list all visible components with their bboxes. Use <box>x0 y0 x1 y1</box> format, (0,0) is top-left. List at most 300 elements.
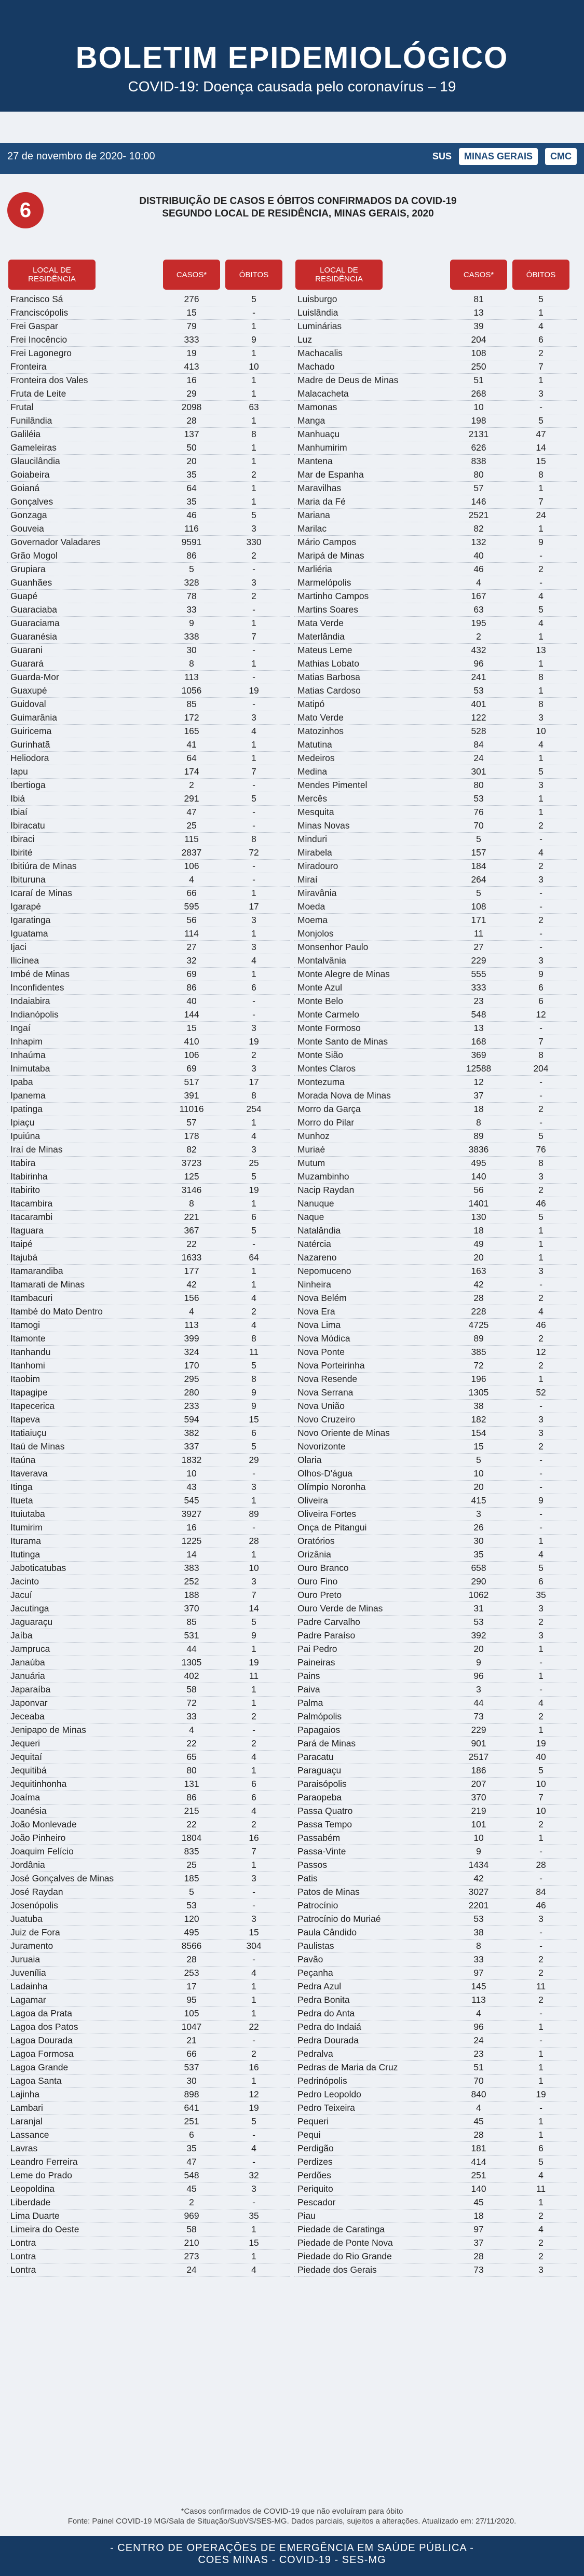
deaths-value: 6 <box>251 1779 256 1789</box>
deaths-value: 46 <box>536 1198 546 1209</box>
table-row <box>7 1062 290 1076</box>
cases-value: 15 <box>186 1023 197 1033</box>
table-row <box>7 1278 290 1292</box>
table-row <box>294 1467 577 1481</box>
deaths-value: 3 <box>251 1914 256 1924</box>
deaths-value: 76 <box>536 1144 546 1155</box>
municipality-name: Frei Lagonegro <box>10 348 72 358</box>
cases-value: 221 <box>184 1212 199 1222</box>
deaths-value: 25 <box>249 1158 259 1168</box>
deaths-value: 3 <box>538 1914 544 1924</box>
table-row <box>294 2223 577 2236</box>
municipality-name: José Gonçalves de Minas <box>10 1873 114 1883</box>
table-row <box>7 2021 290 2034</box>
deaths-value: 4 <box>538 1306 544 1317</box>
table-row <box>294 320 577 333</box>
cases-value: 64 <box>186 753 197 763</box>
deaths-value: 19 <box>536 1738 546 1748</box>
deaths-value: 1 <box>251 1644 256 1654</box>
cases-value: 338 <box>184 631 199 642</box>
cases-value: 47 <box>186 807 197 817</box>
deaths-value: - <box>539 1657 542 1667</box>
municipality-name: José Raydan <box>10 1887 63 1897</box>
cases-value: 58 <box>186 1684 197 1694</box>
cases-value: 2517 <box>468 1752 489 1762</box>
cases-value: 53 <box>473 685 484 696</box>
table-row <box>294 711 577 725</box>
deaths-value: 5 <box>538 766 544 777</box>
deaths-value: 40 <box>536 1752 546 1762</box>
cases-value: 8 <box>189 1198 194 1209</box>
cases-value: 3146 <box>181 1185 202 1195</box>
table-row <box>7 2250 290 2263</box>
cases-value: 131 <box>184 1779 199 1789</box>
deaths-value: - <box>252 1239 255 1249</box>
cases-value: 8 <box>476 1941 481 1951</box>
municipality-name: Pará de Minas <box>297 1738 356 1748</box>
cases-value: 20 <box>473 1252 484 1263</box>
municipality-name: Ipaba <box>10 1077 33 1087</box>
table-row <box>294 1089 577 1103</box>
cases-value: 30 <box>186 645 197 655</box>
municipality-name: Olaria <box>297 1455 322 1465</box>
municipality-name: Patrocínio do Muriaé <box>297 1914 381 1924</box>
table-row <box>294 1656 577 1670</box>
municipality-name: Limeira do Oeste <box>10 2224 79 2234</box>
municipality-name: Joaíma <box>10 1792 40 1802</box>
municipality-name: Joaquim Felício <box>10 1846 74 1856</box>
cases-value: 85 <box>186 1617 197 1627</box>
table-row <box>294 293 577 306</box>
municipality-name: Frei Inocêncio <box>10 334 67 345</box>
deaths-value: 3 <box>251 915 256 925</box>
cases-value: 4 <box>476 2103 481 2113</box>
deaths-value: 19 <box>249 1657 259 1667</box>
deaths-value: 9 <box>538 537 544 547</box>
table-row <box>7 1953 290 1967</box>
cases-value: 41 <box>186 739 197 750</box>
table-row <box>7 1103 290 1116</box>
deaths-value: 14 <box>536 442 546 453</box>
table-row <box>294 1332 577 1346</box>
municipality-name: Lagoa dos Patos <box>10 2022 78 2032</box>
deaths-value: 46 <box>536 1320 546 1330</box>
municipality-name: Natalândia <box>297 1225 341 1236</box>
table-row <box>7 293 290 306</box>
deaths-value: - <box>252 874 255 885</box>
municipality-name: Iguatama <box>10 928 48 939</box>
deaths-value: - <box>252 807 255 817</box>
table-row <box>7 941 290 954</box>
cases-value: 241 <box>471 672 486 682</box>
table-row <box>7 833 290 846</box>
municipality-name: Mário Campos <box>297 537 357 547</box>
cases-value: 170 <box>184 1360 199 1371</box>
cases-value: 1434 <box>468 1860 489 1870</box>
deaths-value: 9 <box>251 334 256 345</box>
deaths-value: 1 <box>538 523 544 534</box>
municipality-name: Monjolos <box>297 928 334 939</box>
table-column-right <box>294 260 577 2277</box>
table-row <box>294 1049 577 1062</box>
deaths-value: 5 <box>538 1212 544 1222</box>
table-row <box>294 1481 577 1494</box>
municipality-name: Morro do Pilar <box>297 1117 355 1128</box>
municipality-name: Moema <box>297 915 328 925</box>
table-row <box>294 1562 577 1575</box>
table-row <box>294 2048 577 2061</box>
deaths-value: 16 <box>249 1833 259 1843</box>
municipality-name: Itabirito <box>10 1185 40 1195</box>
cases-value: 37 <box>473 2238 484 2248</box>
deaths-value: 72 <box>249 847 259 858</box>
deaths-value: - <box>539 1090 542 1101</box>
table-row <box>7 2075 290 2088</box>
table-row <box>294 1980 577 1994</box>
municipality-name: Lontra <box>10 2265 36 2275</box>
cases-value: 20 <box>473 1644 484 1654</box>
municipality-name: Miraí <box>297 874 318 885</box>
deaths-value: - <box>539 942 542 952</box>
deaths-value: 10 <box>249 361 259 372</box>
cases-value: 66 <box>186 2049 197 2059</box>
table-row <box>7 2034 290 2048</box>
deaths-value: 1 <box>251 753 256 763</box>
municipality-name: Medina <box>297 766 328 777</box>
deaths-value: 2 <box>538 1819 544 1829</box>
municipality-name: Lagoa da Prata <box>10 2008 72 2018</box>
municipality-name: Guapé <box>10 591 38 601</box>
municipality-name: Paulistas <box>297 1941 334 1951</box>
deaths-value: 3 <box>251 577 256 588</box>
table-row <box>294 725 577 738</box>
deaths-value: 2 <box>538 1185 544 1195</box>
deaths-value: 32 <box>249 2170 259 2180</box>
cases-value: 495 <box>184 1927 199 1937</box>
municipality-name: Itambacuri <box>10 1293 53 1303</box>
cases-value: 12588 <box>466 1063 492 1074</box>
cases-value: 66 <box>186 888 197 898</box>
deaths-value: - <box>252 1009 255 1020</box>
table-row <box>7 387 290 401</box>
cases-value: 15 <box>473 1441 484 1452</box>
municipality-name: Luminárias <box>297 321 342 331</box>
cases-value: 392 <box>471 1630 486 1640</box>
municipality-name: Ouro Fino <box>297 1576 338 1587</box>
table-row <box>7 1548 290 1562</box>
table-row <box>7 2088 290 2102</box>
municipality-name: Inhaúma <box>10 1050 46 1060</box>
cases-value: 11016 <box>179 1104 204 1114</box>
municipality-name: Pedrinópolis <box>297 2076 347 2086</box>
municipality-name: Montes Claros <box>297 1063 356 1074</box>
cases-value: 370 <box>471 1792 486 1802</box>
cases-value: 16 <box>186 1522 197 1533</box>
table-row <box>7 860 290 873</box>
municipality-name: Perdigão <box>297 2143 334 2153</box>
cases-value: 108 <box>471 901 486 912</box>
table-row <box>294 1076 577 1089</box>
table-row <box>294 1764 577 1778</box>
municipality-name: Monte Carmelo <box>297 1009 359 1020</box>
municipality-name: Ibirité <box>10 847 33 858</box>
cases-value: 82 <box>186 1144 197 1155</box>
cases-value: 291 <box>184 793 199 804</box>
table-row <box>7 414 290 428</box>
table-row <box>294 1845 577 1859</box>
deaths-value: 1 <box>538 807 544 817</box>
cases-value: 122 <box>471 712 486 723</box>
cases-value: 10 <box>473 1468 484 1479</box>
municipality-name: Ibiracatu <box>10 820 45 831</box>
table-row <box>294 1400 577 1413</box>
municipality-name: Gouveia <box>10 523 44 534</box>
municipality-name: Inconfidentes <box>10 982 64 993</box>
municipality-name: Governador Valadares <box>10 537 101 547</box>
deaths-value: 330 <box>246 537 262 547</box>
table-row <box>7 1562 290 1575</box>
cases-value: 32 <box>186 955 197 966</box>
municipality-name: Martinho Campos <box>297 591 369 601</box>
cases-value: 76 <box>473 807 484 817</box>
table-row <box>294 1737 577 1751</box>
table-row <box>7 333 290 347</box>
cases-value: 113 <box>184 1320 199 1330</box>
cases-value: 295 <box>184 1374 199 1384</box>
municipality-name: Nova Módica <box>297 1333 350 1344</box>
table-row <box>294 2021 577 2034</box>
cases-value: 53 <box>473 793 484 804</box>
table-row <box>7 1629 290 1643</box>
municipality-name: Leopoldina <box>10 2184 55 2194</box>
cases-value: 45 <box>473 2197 484 2207</box>
cases-value: 328 <box>184 577 199 588</box>
municipality-name: Lagoa Grande <box>10 2062 69 2072</box>
deaths-value: 52 <box>536 1387 546 1398</box>
cases-value: 23 <box>473 2049 484 2059</box>
deaths-value: 14 <box>249 1603 259 1614</box>
deaths-value: 10 <box>536 726 546 736</box>
deaths-value: 2 <box>538 1360 544 1371</box>
table-row <box>294 2209 577 2223</box>
deaths-value: - <box>252 1522 255 1533</box>
minas-gerais-logo: MINAS GERAIS <box>459 148 538 165</box>
municipality-name: Leandro Ferreira <box>10 2157 78 2167</box>
deaths-value: 10 <box>536 1779 546 1789</box>
cases-value: 144 <box>184 1009 199 1020</box>
municipality-name: Monte Santo de Minas <box>297 1036 388 1047</box>
deaths-value: 1 <box>538 631 544 642</box>
municipality-name: Juatuba <box>10 1914 43 1924</box>
deaths-value: 7 <box>538 1036 544 1047</box>
cases-value: 106 <box>184 861 199 871</box>
deaths-value: 4 <box>538 618 544 628</box>
deaths-value: 8 <box>538 1158 544 1168</box>
table-row <box>294 968 577 981</box>
table-row <box>7 468 290 482</box>
table-row <box>7 1643 290 1656</box>
municipality-name: Igaratinga <box>10 915 51 925</box>
municipality-name: Orizânia <box>297 1549 331 1560</box>
cases-value: 3723 <box>181 1158 202 1168</box>
deaths-value: 2 <box>538 1711 544 1721</box>
table-row <box>7 320 290 333</box>
cases-value: 113 <box>184 672 199 682</box>
table-row <box>7 1913 290 1926</box>
deaths-value: 8 <box>538 1050 544 1060</box>
municipality-name: Nacip Raydan <box>297 1185 355 1195</box>
municipality-name: Montalvânia <box>297 955 346 966</box>
date-bar <box>0 143 584 174</box>
municipality-name: Pedras de Maria da Cruz <box>297 2062 398 2072</box>
municipality-name: Minduri <box>297 834 328 844</box>
municipality-name: Pedro Teixeira <box>297 2103 355 2113</box>
deaths-value: 4 <box>251 1320 256 1330</box>
cases-value: 19 <box>186 348 197 358</box>
municipality-name: Lagamar <box>10 1995 46 2005</box>
table-row <box>294 995 577 1008</box>
table-row <box>294 1683 577 1697</box>
municipality-name: Olhos-D'água <box>297 1468 352 1479</box>
deaths-value: 3 <box>251 1482 256 1492</box>
cases-value: 78 <box>186 591 197 601</box>
table-row <box>7 914 290 927</box>
table-row <box>294 333 577 347</box>
cases-value: 96 <box>473 2022 484 2032</box>
cases-value: 2098 <box>181 402 202 412</box>
cases-value: 31 <box>473 1603 484 1614</box>
municipality-name: Guidoval <box>10 699 46 709</box>
table-row <box>294 1589 577 1602</box>
cases-value: 4725 <box>468 1320 489 1330</box>
deaths-value: - <box>252 1725 255 1735</box>
deaths-value: 2 <box>538 2238 544 2248</box>
deaths-value: 15 <box>536 456 546 466</box>
table-row <box>7 1508 290 1521</box>
table-row <box>294 1008 577 1022</box>
cases-value: 33 <box>186 1711 197 1721</box>
cases-value: 251 <box>184 2116 199 2126</box>
deaths-value: 1 <box>538 1644 544 1654</box>
cases-value: 44 <box>186 1644 197 1654</box>
table-row <box>7 2209 290 2223</box>
municipality-name: Nazareno <box>297 1252 337 1263</box>
table-row <box>7 1521 290 1535</box>
deaths-value: 4 <box>251 2265 256 2275</box>
municipality-name: Piedade do Rio Grande <box>297 2251 392 2261</box>
table-row <box>294 1062 577 1076</box>
deaths-value: 1 <box>538 1239 544 1249</box>
cases-value: 835 <box>184 1846 199 1856</box>
deaths-value: 2 <box>538 2251 544 2261</box>
municipality-name: Mathias Lobato <box>297 658 359 669</box>
municipality-name: Juramento <box>10 1941 53 1951</box>
municipality-name: Nanuque <box>297 1198 334 1209</box>
table-row <box>7 1481 290 1494</box>
cases-value: 5 <box>476 888 481 898</box>
cases-value: 70 <box>473 820 484 831</box>
deaths-value: 5 <box>538 415 544 426</box>
municipality-name: Ituiutaba <box>10 1509 45 1519</box>
cases-value: 28 <box>473 1293 484 1303</box>
deaths-value: 1 <box>251 1549 256 1560</box>
table-row <box>294 1143 577 1157</box>
cases-value: 16 <box>186 375 197 385</box>
cases-value: 96 <box>473 658 484 669</box>
table-row <box>294 2155 577 2169</box>
municipality-name: Maravilhas <box>297 483 342 493</box>
cases-value: 276 <box>184 294 199 304</box>
municipality-name: Inimutaba <box>10 1063 50 1074</box>
table-row <box>7 1710 290 1724</box>
table-row <box>294 900 577 914</box>
table-row <box>294 1103 577 1116</box>
deaths-value: - <box>252 699 255 709</box>
deaths-value: 1 <box>538 2062 544 2072</box>
cases-value: 69 <box>186 969 197 979</box>
cases-value: 2521 <box>468 510 489 520</box>
table-row <box>294 1535 577 1548</box>
cases-value: 528 <box>471 726 486 736</box>
municipality-name: Jenipapo de Minas <box>10 1725 86 1735</box>
municipality-name: Itapecerica <box>10 1401 55 1411</box>
table-row <box>294 1211 577 1224</box>
table-row <box>7 1400 290 1413</box>
table-row <box>294 1575 577 1589</box>
deaths-value: 2 <box>251 550 256 561</box>
deaths-value: 1 <box>251 888 256 898</box>
deaths-value: - <box>539 1684 542 1694</box>
cases-value: 184 <box>471 861 486 871</box>
municipality-name: Pequeri <box>297 2116 329 2126</box>
cases-value: 171 <box>471 915 486 925</box>
municipality-name: Jacutinga <box>10 1603 49 1614</box>
municipality-name: Itumirim <box>10 1522 43 1533</box>
deaths-value: 5 <box>251 1225 256 1236</box>
table-row <box>294 806 577 819</box>
table-row <box>7 1575 290 1589</box>
cases-value: 18 <box>473 1104 484 1114</box>
cases-value: 207 <box>471 1779 486 1789</box>
table-row <box>294 428 577 441</box>
municipality-name: Itueta <box>10 1495 33 1506</box>
table-row <box>7 765 290 779</box>
deaths-value: 2 <box>538 348 544 358</box>
table-row <box>294 846 577 860</box>
municipality-name: Itamonte <box>10 1333 46 1344</box>
deaths-value: - <box>252 645 255 655</box>
table-row <box>7 725 290 738</box>
deaths-value: - <box>252 1954 255 1964</box>
cases-value: 391 <box>184 1090 199 1101</box>
table-row <box>294 1724 577 1737</box>
deaths-value: 1 <box>251 483 256 493</box>
cases-value: 5 <box>476 1455 481 1465</box>
cases-value: 219 <box>471 1806 486 1816</box>
cases-value: 20 <box>186 456 197 466</box>
deaths-value: 2 <box>538 1104 544 1114</box>
deaths-value: 2 <box>538 1441 544 1452</box>
municipality-name: Guarda-Mor <box>10 672 59 682</box>
deaths-value: 22 <box>249 2022 259 2032</box>
cmc-logo: CMC <box>545 148 577 165</box>
municipality-name: Japonvar <box>10 1698 48 1708</box>
cases-value: 167 <box>471 591 486 601</box>
deaths-value: 64 <box>249 1252 259 1263</box>
municipality-name: Pedra Bonita <box>297 1995 350 2005</box>
municipality-name: Indaiabira <box>10 996 50 1006</box>
table-row <box>7 1238 290 1251</box>
